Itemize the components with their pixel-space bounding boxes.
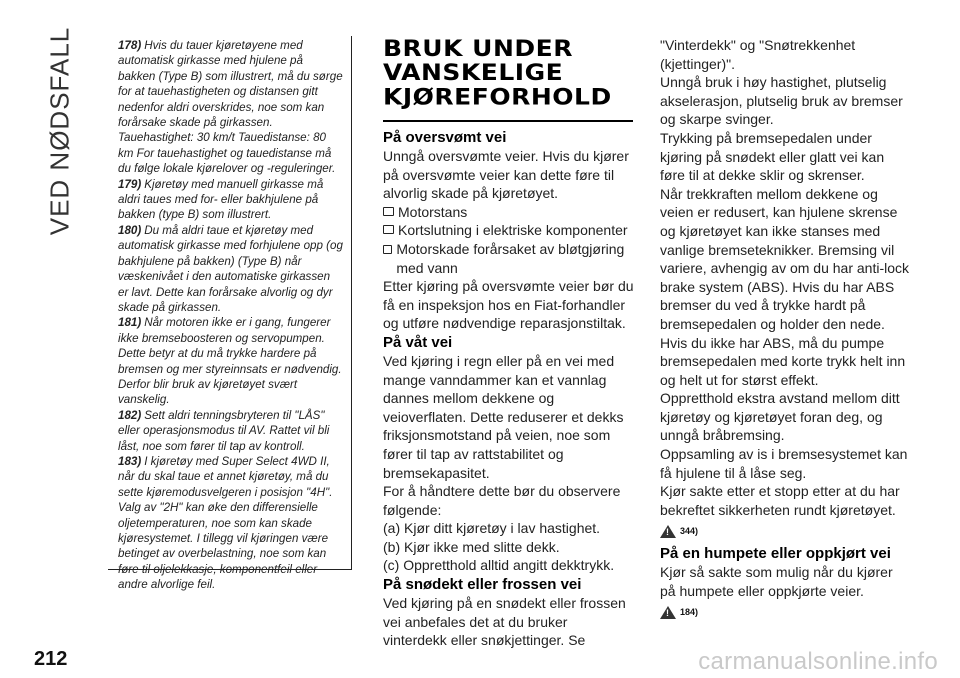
warning-reference: ! 344) (660, 522, 910, 541)
paragraph: Oppsamling av is i bremsesystemet kan få hjulene til å låse seg. (660, 446, 908, 481)
chapter-side-label (40, 26, 80, 236)
wet-paragraph-2: For å håndtere dette bør du observere følgende: (383, 483, 621, 518)
checkbox-bullet-icon (383, 225, 394, 234)
paragraph: Trykking på bremsepedalen under kjøring på snødekt eller glatt vei kan føre til at dekke sklir og skrenser. (660, 129, 885, 184)
warning-item: 183) I kjøretøy med Super Select 4WD II, når du skal taue et annet kjøretøy, må du sette kjøremodusvelgeren i posisjon "4H". Valg av "2H" kan øke den differensielle oljetemperaturen, noe som kan skade kjøresystemet. I tillegg vil kjøringen være betinget av overbelastning, noe som kan føre til oljelekkasje, komponentfeil eller andre alvorlige feil. (118, 454, 333, 592)
bumpy-paragraph: Kjør så sakte som mulig når du kjører på humpete eller oppkjørte veier. (660, 564, 893, 599)
warning-triangle-icon (660, 606, 676, 619)
chapter-title: VED NØDSFALL (44, 26, 75, 236)
list-item: (a) Kjør ditt kjøretøy i lav hastighet. (383, 520, 601, 537)
checkbox-bullet-icon (383, 245, 392, 254)
checkbox-bullet-icon (383, 207, 394, 216)
paragraph: Kjør sakte etter et stopp etter at du har bekreftet sikkerheten rundt kjøretøyet. (660, 483, 900, 518)
warning-item: 181) Når motoren ikke er i gang, fungerer ikke bremseboosteren og servopumpen. Dette betyr at du må trykke hardere på bremsen og mer styreinnsats er nødvendig. Derfor blir bruk av kjøretøyet svært vanskelig. (118, 316, 342, 407)
warning-item: 180) Du må aldri taue et kjøretøy med automatisk girkasse med forhjulene opp (og bakhjulene på bakken) (Type B) når væskenivået i den automatiske girkassen er lavt. Dette kan forårsake alvorlig og dyr skade på girkassen. (118, 223, 343, 314)
watermark: carmanualsonline.info (698, 648, 938, 675)
list-item: (c) Oppretthold alltid angitt dekktrykk. (383, 557, 615, 574)
warning-item: 178) Hvis du tauer kjøretøyene med automatisk girkasse med hjulene på bakken (Type B) som illustrert, må du sørge for at tauehastigheten og distansen gitt nedenfor aldri overskrides, noe som kan forårsake skade på girkassen. Tauehastighet: 30 km/t Tauedistanse: 80 km For tauehastighet og tauedistanse må du følge lokale kjørelover og -reguleringer. (118, 39, 343, 176)
flooded-after: Etter kjøring på oversvømte veier bør du få en inspeksjon hos en Fiat-forhandler og utføre nødvendige reparasjonstiltak. (383, 278, 634, 332)
list-item: Motorstans (383, 203, 635, 222)
paragraph: "Vinterdekk" og "Snøtrekkenhet (kjettinger)". (660, 37, 856, 72)
warning-reference: ! 184) (660, 603, 910, 622)
right-column (660, 36, 910, 625)
warning-item: 179) Kjøretøy med manuell girkasse må aldri taues med for- eller bakhjulene på bakken (type B) som illustrert. (118, 177, 324, 222)
heading-bumpy-road: På en humpete eller oppkjørt vei (660, 545, 891, 563)
heading-snow-road: På snødekt eller frossen vei (383, 576, 582, 594)
snow-paragraph: Ved kjøring på en snødekt eller frossen vei anbefales det at du bruker vinterdekk eller snøkjettinger. Se (383, 595, 626, 649)
paragraph: Når trekkraften mellom dekkene og veien er redusert, kan hjulene skrense og kjøretøyet kan ikke stanses med vanlige bremseteknikker. Bremsing vil variere, avhengig av om du har anti-lock brake system (ABS). Hvis du har ABS bremser du ved å trykke hardt på bremsepedalen og holder den nede. Hvis du ikke har ABS, må du pumpe bremsepedalen med korte trykk helt inn og helt ut for størst effekt. (660, 185, 910, 388)
warning-item: 182) Sett aldri tenningsbryteren til "LÅS" eller operasjonsmodus til AV. Rattet vil bli låst, noe som fører til tap av kontroll. (118, 408, 330, 453)
list-item: Motorskade forårsaket av bløtgjøring med vann (383, 240, 635, 277)
heading-wet-road: På våt vei (383, 333, 453, 351)
warnings-box (108, 36, 352, 592)
title-divider (383, 120, 633, 122)
warning-triangle-icon (660, 525, 676, 538)
list-item: Kortslutning i elektriske komponenter (383, 221, 635, 240)
list-item: (b) Kjør ikke med slitte dekk. (383, 538, 560, 555)
section-title: BRUK UNDER VANSKELIGE KJØREFORHOLD (383, 35, 612, 110)
heading-flooded-road: På oversvømt vei (383, 129, 507, 146)
main-column (383, 36, 635, 650)
paragraph: Oppretthold ekstra avstand mellom ditt kjøretøy og kjøretøyet foran deg, og unngå bråbremsing. (660, 390, 900, 444)
paragraph: Unngå bruk i høy hastighet, plutselig akselerasjon, plutselig bruk av bremser og skarpe svinger. (660, 74, 903, 128)
page-number: 212 (34, 648, 68, 670)
wet-paragraph-1: Ved kjøring i regn eller på en vei med mange vanndammer kan et vannlag dannes mellom dekkene og veioverflaten. Dette reduserer et dekks friksjonsmotstand på veien, noe som fører til tap av rattstabilitet og bremsekapasitet. (383, 352, 624, 481)
flooded-intro: Unngå oversvømte veier. Hvis du kjører på oversvømte veier kan dette føre til alvorlig skade på kjøretøyet. (383, 148, 629, 202)
